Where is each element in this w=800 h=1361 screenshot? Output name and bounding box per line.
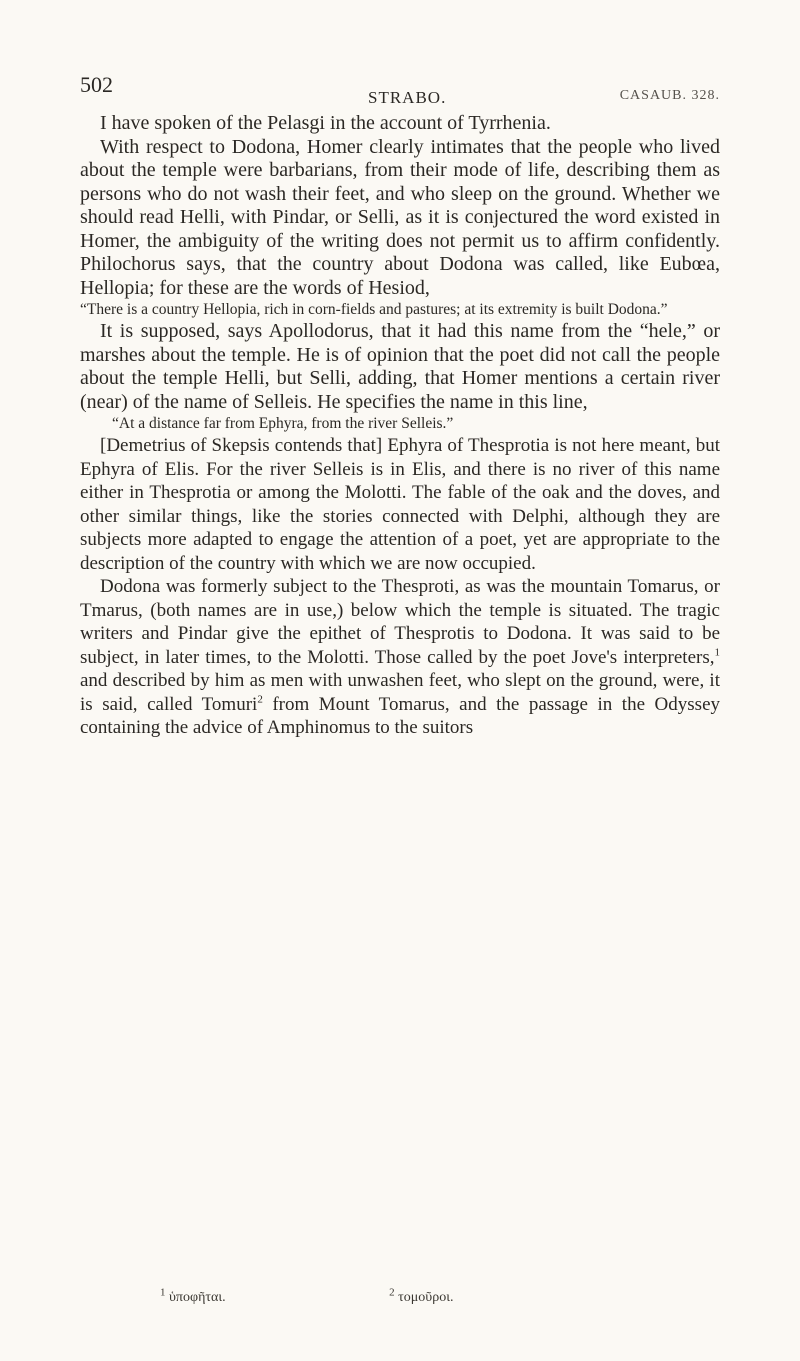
footnote-1 [160,1286,226,1306]
footnotes [160,1286,660,1306]
paragraph: [Demetrius of Skepsis contends that] Ephyra of Thesprotia is not here meant, but Ephyra of Elis. For the river Selleis is in Elis, and there is no river of this name either in Thesprotia or among the Molotti. The fable of the oak and the doves, and other similar things, like the stories connected with Delphi, although they are subjects more adapted to engage the attention of a poet, yet are appropriate to the description of the country with which we are now occupied. [80,435,720,574]
text-block [80,434,720,740]
paragraph [80,575,720,740]
page-header [80,72,720,112]
verse-quote: “At a distance far from Ephyra, from the river Selleis.” [112,415,454,432]
footnote-text: τομοῦροι. [398,1290,454,1305]
page [80,72,720,740]
footnote-2 [389,1286,454,1305]
footnote-marker: 1 [160,1286,166,1299]
footnote-text: ὑποφῆται. [169,1290,226,1305]
footnote-ref: 2 [257,693,263,706]
paragraph: I have spoken of the Pelasgi in the account of Tyrrhenia. [100,112,551,134]
paragraph-text: Dodona was formerly subject to the Thesproti, as was the mountain Tomarus, or Tmarus, (both names are in use,) below which the temple is situated. The tragic writers and Pindar give the epithet of Thesprotis to Dodona. It was said to be subject, in later times, to the Molotti. Those called by the poet Jove's interpreters, [80,576,720,668]
page-number: 502 [80,72,113,97]
verse-quote: “There is a country Hellopia, rich in corn-fields and pastures; at its extremity is built Dodona.” [80,301,668,318]
paragraph: With respect to Dodona, Homer clearly intimates that the people who lived about the temple were barbarians, from their mode of life, describing them as persons who do not wash their feet, and who sleep on the ground. Whether we should read Helli, with Pindar, or Selli, as it is conjectured the word existed in Homer, the ambiguity of the writing does not permit us to affirm confidently. Philochorus says, that the country about Dodona was called, like Eubœa, Hellopia; for these are the words of Hesiod, [80,135,720,299]
paragraph-text: from Mount Tomarus, and the passage in the Odyssey containing the advice of Amphinomus to the suitors [80,693,720,738]
footnote-ref: 1 [714,646,720,659]
body-text [80,112,720,740]
casaubon-reference: CASAUB. 328. [619,88,720,103]
footnote-marker: 2 [389,1286,395,1299]
paragraph-text: and described by him as men with unwashen feet, who slept on the ground, were, it is said, called Tomuri [80,670,720,715]
paragraph: It is supposed, says Apollodorus, that it had this name from the “hele,” or marshes about the temple. He is of opinion that the poet did not call the people about the temple Helli, but Selli, adding, that Homer mentions a certain river (near) of the name of Selleis. He specifies the name in this line, [80,320,720,413]
running-title: STRABO. [368,88,447,107]
